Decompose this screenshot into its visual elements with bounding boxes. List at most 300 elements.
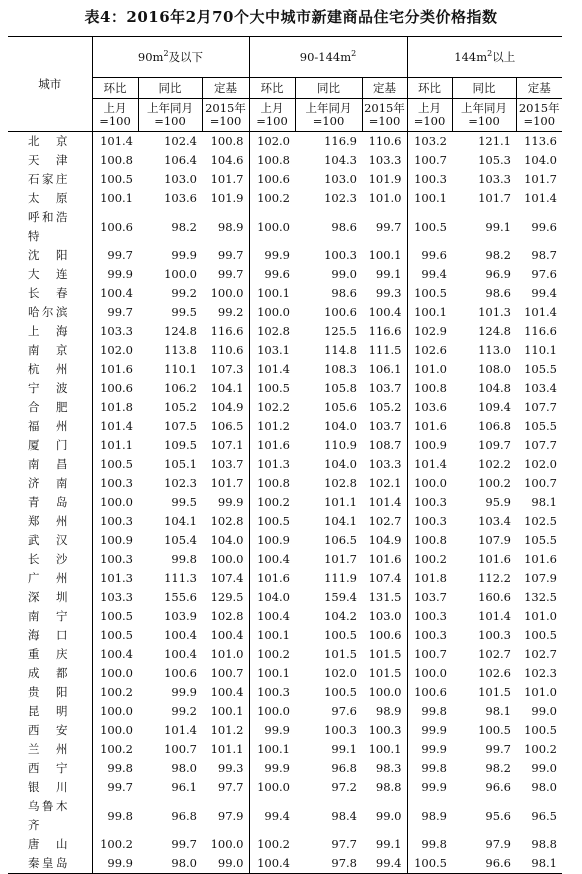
city-name: 呼和浩特 bbox=[8, 208, 92, 246]
index-value: 99.9 bbox=[171, 685, 197, 699]
index-value: 100.3 bbox=[100, 514, 133, 528]
index-value: 110.1 bbox=[164, 362, 197, 376]
index-value: 99.2 bbox=[171, 704, 197, 718]
index-value: 100.1 bbox=[414, 305, 447, 319]
index-value: 103.1 bbox=[257, 343, 290, 357]
city-name: 重庆 bbox=[8, 645, 92, 664]
city-name: 贵阳 bbox=[8, 683, 92, 702]
index-value: 100.4 bbox=[202, 626, 249, 645]
index-value: 103.4 bbox=[478, 514, 511, 528]
index-value: 96.5 bbox=[531, 808, 557, 823]
index-value: 100.0 bbox=[202, 550, 249, 569]
index-value: 110.6 bbox=[362, 132, 407, 152]
index-value: 107.1 bbox=[202, 436, 249, 455]
table-row bbox=[8, 607, 562, 626]
index-value: 98.2 bbox=[485, 248, 511, 262]
index-value: 98.7 bbox=[531, 248, 557, 262]
index-value: 116.6 bbox=[362, 322, 407, 341]
city-name: 武汉 bbox=[8, 531, 92, 550]
table-row bbox=[8, 740, 562, 759]
index-value: 99.4 bbox=[362, 854, 407, 874]
table-row bbox=[8, 550, 562, 569]
table-row bbox=[8, 455, 562, 474]
index-value: 99.8 bbox=[421, 837, 447, 851]
index-value: 99.9 bbox=[202, 493, 249, 512]
index-value: 99.7 bbox=[202, 246, 249, 265]
index-value: 103.7 bbox=[414, 590, 447, 604]
index-value: 98.2 bbox=[171, 219, 197, 234]
index-value: 100.3 bbox=[414, 495, 447, 509]
city-name: 济南 bbox=[8, 474, 92, 493]
city-name: 北京 bbox=[8, 132, 92, 152]
index-value: 101.0 bbox=[524, 685, 557, 699]
group-header-medium: $90-144m^2$ bbox=[249, 37, 407, 78]
index-value: 100.6 bbox=[100, 219, 133, 234]
index-value: 102.3 bbox=[164, 476, 197, 490]
index-value: 99.4 bbox=[264, 808, 290, 823]
index-value: 100.5 bbox=[414, 219, 447, 234]
table-row bbox=[8, 683, 562, 702]
city-name: 南京 bbox=[8, 341, 92, 360]
base-label: 上年同月 =100 bbox=[138, 99, 202, 132]
index-value: 102.8 bbox=[202, 607, 249, 626]
index-value: 99.0 bbox=[362, 797, 407, 835]
index-value: 103.6 bbox=[414, 400, 447, 414]
index-value: 103.3 bbox=[362, 151, 407, 170]
index-value: 100.0 bbox=[362, 683, 407, 702]
index-value: 107.7 bbox=[524, 438, 557, 452]
index-value: 98.8 bbox=[362, 778, 407, 797]
index-value: 101.2 bbox=[202, 721, 249, 740]
base-label: 2015年 =100 bbox=[516, 99, 562, 132]
city-name: 秦皇岛 bbox=[8, 854, 92, 874]
table-row bbox=[8, 493, 562, 512]
index-value: 100.3 bbox=[414, 628, 447, 642]
index-value: 99.7 bbox=[485, 742, 511, 756]
index-value: 100.0 bbox=[100, 704, 133, 718]
index-value: 125.5 bbox=[324, 324, 357, 338]
index-value: 116.9 bbox=[324, 134, 357, 148]
index-value: 103.2 bbox=[414, 134, 447, 148]
index-value: 101.5 bbox=[478, 685, 511, 699]
index-value: 100.3 bbox=[100, 476, 133, 490]
index-value: 110.1 bbox=[524, 343, 557, 357]
index-value: 99.4 bbox=[421, 267, 447, 281]
index-value: 109.7 bbox=[478, 438, 511, 452]
index-value: 97.7 bbox=[331, 837, 357, 851]
index-value: 107.4 bbox=[362, 569, 407, 588]
index-value: 99.1 bbox=[331, 742, 357, 756]
group-header-small: $90m^2$及以下 bbox=[92, 37, 249, 78]
index-value: 100.3 bbox=[362, 721, 407, 740]
index-value: 99.7 bbox=[171, 837, 197, 851]
index-value: 116.6 bbox=[202, 322, 249, 341]
index-value: 100.2 bbox=[100, 837, 133, 851]
table-row bbox=[8, 835, 562, 854]
index-value: 99.9 bbox=[421, 742, 447, 756]
index-value: 99.3 bbox=[202, 759, 249, 778]
city-name: 郑州 bbox=[8, 512, 92, 531]
index-value: 102.7 bbox=[478, 647, 511, 661]
city-name: 广州 bbox=[8, 569, 92, 588]
city-name: 昆明 bbox=[8, 702, 92, 721]
city-name: 长沙 bbox=[8, 550, 92, 569]
table-row bbox=[8, 778, 562, 797]
city-name: 深圳 bbox=[8, 588, 92, 607]
index-value: 101.6 bbox=[478, 552, 511, 566]
table-row bbox=[8, 398, 562, 417]
index-value: 101.4 bbox=[100, 419, 133, 433]
index-value: 100.0 bbox=[414, 666, 447, 680]
index-value: 101.6 bbox=[257, 571, 290, 585]
index-value: 107.5 bbox=[164, 419, 197, 433]
index-value: 111.9 bbox=[324, 571, 357, 585]
index-value: 108.0 bbox=[478, 362, 511, 376]
index-value: 100.7 bbox=[524, 476, 557, 490]
index-value: 101.7 bbox=[324, 552, 357, 566]
index-value: 109.4 bbox=[478, 400, 511, 414]
index-value: 99.9 bbox=[264, 761, 290, 775]
index-value: 101.4 bbox=[414, 457, 447, 471]
index-value: 107.9 bbox=[478, 533, 511, 547]
index-value: 103.3 bbox=[478, 172, 511, 186]
index-value: 102.0 bbox=[257, 134, 290, 148]
index-value: 100.5 bbox=[100, 609, 133, 623]
index-value: 99.1 bbox=[485, 219, 511, 234]
index-value: 97.7 bbox=[202, 778, 249, 797]
index-value: 100.0 bbox=[257, 780, 290, 794]
index-value: 105.3 bbox=[478, 153, 511, 167]
index-value: 103.3 bbox=[362, 455, 407, 474]
table-row bbox=[8, 531, 562, 550]
table-row bbox=[8, 797, 562, 835]
index-value: 101.8 bbox=[100, 400, 133, 414]
index-value: 160.6 bbox=[478, 590, 511, 604]
city-column-header: 城市 bbox=[8, 37, 92, 132]
index-value: 98.3 bbox=[362, 759, 407, 778]
index-value: 100.9 bbox=[100, 533, 133, 547]
table-row bbox=[8, 512, 562, 531]
index-value: 98.1 bbox=[531, 495, 557, 509]
index-value: 98.9 bbox=[362, 702, 407, 721]
index-value: 100.1 bbox=[100, 191, 133, 205]
index-value: 104.0 bbox=[324, 457, 357, 471]
index-value: 100.6 bbox=[414, 685, 447, 699]
subheader-fixed-base: 定基 bbox=[516, 78, 562, 99]
index-value: 99.7 bbox=[202, 265, 249, 284]
index-value: 100.5 bbox=[524, 628, 557, 642]
base-label: 上月 =100 bbox=[249, 99, 295, 132]
index-value: 108.3 bbox=[324, 362, 357, 376]
index-value: 106.1 bbox=[362, 360, 407, 379]
index-value: 99.7 bbox=[107, 248, 133, 262]
index-value: 102.5 bbox=[524, 514, 557, 528]
table-row bbox=[8, 170, 562, 189]
table-title: 表4：2016年2月70个大中城市新建商品住宅分类价格指数 bbox=[84, 8, 498, 26]
index-value: 99.0 bbox=[202, 854, 249, 874]
index-value: 98.4 bbox=[331, 808, 357, 823]
index-value: 97.9 bbox=[485, 837, 511, 851]
city-name: 厦门 bbox=[8, 436, 92, 455]
table-row bbox=[8, 436, 562, 455]
index-value: 99.2 bbox=[171, 286, 197, 300]
index-value: 102.6 bbox=[478, 666, 511, 680]
index-value: 103.3 bbox=[100, 590, 133, 604]
index-value: 100.0 bbox=[257, 305, 290, 319]
index-value: 102.7 bbox=[362, 512, 407, 531]
index-value: 100.6 bbox=[362, 626, 407, 645]
index-value: 100.1 bbox=[257, 628, 290, 642]
index-value: 101.4 bbox=[478, 609, 511, 623]
index-value: 103.7 bbox=[362, 379, 407, 398]
index-value: 106.5 bbox=[324, 533, 357, 547]
index-value: 101.0 bbox=[524, 609, 557, 623]
index-value: 100.0 bbox=[100, 666, 133, 680]
index-value: 98.9 bbox=[202, 208, 249, 246]
index-value: 129.5 bbox=[202, 588, 249, 607]
table-row bbox=[8, 645, 562, 664]
index-value: 132.5 bbox=[524, 590, 557, 604]
index-value: 104.1 bbox=[202, 379, 249, 398]
index-value: 100.0 bbox=[257, 219, 290, 234]
index-value: 106.5 bbox=[202, 417, 249, 436]
index-value: 110.6 bbox=[202, 341, 249, 360]
subheader-fixed-base: 定基 bbox=[202, 78, 249, 99]
index-value: 100.4 bbox=[257, 609, 290, 623]
index-value: 112.2 bbox=[478, 571, 511, 585]
index-value: 101.4 bbox=[257, 362, 290, 376]
index-value: 100.0 bbox=[100, 723, 133, 737]
index-value: 107.4 bbox=[202, 569, 249, 588]
index-value: 104.9 bbox=[202, 398, 249, 417]
index-value: 104.0 bbox=[202, 531, 249, 550]
index-value: 102.8 bbox=[202, 512, 249, 531]
table-row bbox=[8, 702, 562, 721]
city-name: 兰州 bbox=[8, 740, 92, 759]
index-value: 102.0 bbox=[100, 343, 133, 357]
index-value: 100.1 bbox=[362, 740, 407, 759]
index-value: 98.1 bbox=[485, 704, 511, 718]
city-name: 上海 bbox=[8, 322, 92, 341]
index-value: 102.7 bbox=[524, 647, 557, 661]
index-value: 103.7 bbox=[202, 455, 249, 474]
index-value: 100.0 bbox=[257, 704, 290, 718]
index-value: 98.0 bbox=[531, 780, 557, 794]
index-value: 101.5 bbox=[362, 664, 407, 683]
price-index-table bbox=[8, 36, 562, 874]
index-value: 116.6 bbox=[524, 324, 557, 338]
index-value: 100.1 bbox=[202, 702, 249, 721]
index-value: 105.2 bbox=[362, 398, 407, 417]
index-value: 103.3 bbox=[100, 324, 133, 338]
table-row bbox=[8, 379, 562, 398]
index-value: 96.6 bbox=[452, 854, 516, 874]
index-value: 102.9 bbox=[414, 324, 447, 338]
city-name: 石家庄 bbox=[8, 170, 92, 189]
index-value: 97.6 bbox=[531, 267, 557, 281]
index-value: 103.7 bbox=[362, 417, 407, 436]
table-row bbox=[8, 417, 562, 436]
city-name: 南宁 bbox=[8, 607, 92, 626]
index-value: 159.4 bbox=[324, 590, 357, 604]
index-value: 106.2 bbox=[164, 381, 197, 395]
index-value: 100.8 bbox=[414, 533, 447, 547]
city-name: 青岛 bbox=[8, 493, 92, 512]
index-value: 101.7 bbox=[524, 172, 557, 186]
index-value: 101.4 bbox=[524, 191, 557, 205]
index-value: 106.4 bbox=[164, 153, 197, 167]
index-value: 99.6 bbox=[264, 267, 290, 281]
index-value: 100.8 bbox=[202, 132, 249, 152]
city-name: 唐山 bbox=[8, 835, 92, 854]
city-name: 长春 bbox=[8, 284, 92, 303]
index-value: 99.9 bbox=[421, 780, 447, 794]
index-value: 101.0 bbox=[362, 189, 407, 208]
index-value: 98.6 bbox=[485, 286, 511, 300]
index-value: 101.2 bbox=[257, 419, 290, 433]
index-value: 98.6 bbox=[331, 219, 357, 234]
index-value: 104.0 bbox=[324, 419, 357, 433]
index-value: 101.3 bbox=[257, 457, 290, 471]
index-value: 104.1 bbox=[324, 514, 357, 528]
index-value: 99.5 bbox=[171, 305, 197, 319]
table-row bbox=[8, 759, 562, 778]
index-value: 100.5 bbox=[257, 514, 290, 528]
index-value: 101.6 bbox=[257, 438, 290, 452]
index-value: 101.0 bbox=[414, 362, 447, 376]
index-value: 98.6 bbox=[331, 286, 357, 300]
index-value: 99.9 bbox=[92, 854, 138, 874]
index-value: 101.3 bbox=[478, 305, 511, 319]
index-value: 124.8 bbox=[478, 324, 511, 338]
index-value: 100.0 bbox=[414, 476, 447, 490]
index-value: 99.9 bbox=[264, 723, 290, 737]
index-value: 98.1 bbox=[516, 854, 562, 874]
index-value: 105.8 bbox=[324, 381, 357, 395]
city-name: 福州 bbox=[8, 417, 92, 436]
index-value: 100.3 bbox=[324, 248, 357, 262]
index-value: 101.5 bbox=[362, 645, 407, 664]
city-name: 南昌 bbox=[8, 455, 92, 474]
city-name: 合肥 bbox=[8, 398, 92, 417]
index-value: 100.4 bbox=[100, 286, 133, 300]
index-value: 100.2 bbox=[478, 476, 511, 490]
index-value: 100.9 bbox=[414, 438, 447, 452]
index-value: 100.3 bbox=[478, 628, 511, 642]
table-row bbox=[8, 265, 562, 284]
index-value: 106.8 bbox=[478, 419, 511, 433]
table-row bbox=[8, 246, 562, 265]
index-value: 99.8 bbox=[107, 808, 133, 823]
table-row bbox=[8, 303, 562, 322]
index-value: 100.6 bbox=[257, 172, 290, 186]
city-name: 天津 bbox=[8, 151, 92, 170]
index-value: 99.8 bbox=[171, 552, 197, 566]
city-name: 成都 bbox=[8, 664, 92, 683]
table-row bbox=[8, 474, 562, 493]
index-value: 104.1 bbox=[164, 514, 197, 528]
index-value: 105.4 bbox=[164, 533, 197, 547]
index-value: 101.6 bbox=[524, 552, 557, 566]
index-value: 101.1 bbox=[202, 740, 249, 759]
index-value: 99.1 bbox=[362, 835, 407, 854]
base-label: 上月 =100 bbox=[92, 99, 138, 132]
index-value: 99.0 bbox=[331, 267, 357, 281]
index-value: 97.9 bbox=[202, 797, 249, 835]
index-value: 98.0 bbox=[171, 761, 197, 775]
index-value: 100.2 bbox=[100, 685, 133, 699]
index-value: 100.8 bbox=[257, 153, 290, 167]
index-value: 99.8 bbox=[107, 761, 133, 775]
index-value: 101.7 bbox=[202, 474, 249, 493]
base-label: 上月 =100 bbox=[407, 99, 452, 132]
city-name: 银川 bbox=[8, 778, 92, 797]
index-value: 100.5 bbox=[407, 854, 452, 874]
index-value: 111.3 bbox=[164, 571, 197, 585]
index-value: 100.1 bbox=[257, 742, 290, 756]
index-value: 102.3 bbox=[324, 191, 357, 205]
index-value: 99.9 bbox=[171, 248, 197, 262]
city-name: 西安 bbox=[8, 721, 92, 740]
index-value: 102.0 bbox=[524, 457, 557, 471]
table-row bbox=[8, 664, 562, 683]
index-value: 100.0 bbox=[202, 835, 249, 854]
index-value: 100.5 bbox=[100, 172, 133, 186]
index-value: 99.7 bbox=[107, 305, 133, 319]
index-value: 101.1 bbox=[100, 438, 133, 452]
index-value: 99.8 bbox=[421, 761, 447, 775]
index-value: 105.5 bbox=[524, 533, 557, 547]
table-row bbox=[8, 208, 562, 246]
index-value: 100.7 bbox=[414, 647, 447, 661]
index-value: 100.4 bbox=[249, 854, 295, 874]
index-value: 107.7 bbox=[524, 400, 557, 414]
index-value: 101.8 bbox=[414, 571, 447, 585]
index-value: 102.2 bbox=[257, 400, 290, 414]
index-value: 99.4 bbox=[531, 286, 557, 300]
index-value: 95.9 bbox=[485, 495, 511, 509]
index-value: 99.2 bbox=[202, 303, 249, 322]
index-value: 101.4 bbox=[524, 305, 557, 319]
index-value: 98.9 bbox=[421, 808, 447, 823]
index-value: 104.3 bbox=[324, 153, 357, 167]
index-value: 104.8 bbox=[478, 381, 511, 395]
index-value: 99.0 bbox=[531, 704, 557, 718]
index-value: 99.6 bbox=[531, 219, 557, 234]
index-value: 100.4 bbox=[257, 552, 290, 566]
index-value: 104.9 bbox=[362, 531, 407, 550]
index-value: 100.5 bbox=[324, 628, 357, 642]
subheader-yoy: 同比 bbox=[452, 78, 516, 99]
table-row bbox=[8, 132, 562, 152]
index-value: 99.5 bbox=[171, 495, 197, 509]
index-value: 96.8 bbox=[331, 761, 357, 775]
index-value: 99.8 bbox=[421, 704, 447, 718]
subheader-yoy: 同比 bbox=[138, 78, 202, 99]
index-value: 108.7 bbox=[362, 436, 407, 455]
base-label: 上年同月 =100 bbox=[295, 99, 362, 132]
index-value: 105.1 bbox=[164, 457, 197, 471]
index-value: 124.8 bbox=[164, 324, 197, 338]
index-value: 131.5 bbox=[362, 588, 407, 607]
index-value: 99.3 bbox=[362, 284, 407, 303]
index-value: 96.9 bbox=[485, 267, 511, 281]
index-value: 100.2 bbox=[257, 191, 290, 205]
index-value: 99.7 bbox=[107, 780, 133, 794]
index-value: 107.3 bbox=[202, 360, 249, 379]
index-value: 104.0 bbox=[524, 153, 557, 167]
index-value: 99.9 bbox=[264, 248, 290, 262]
